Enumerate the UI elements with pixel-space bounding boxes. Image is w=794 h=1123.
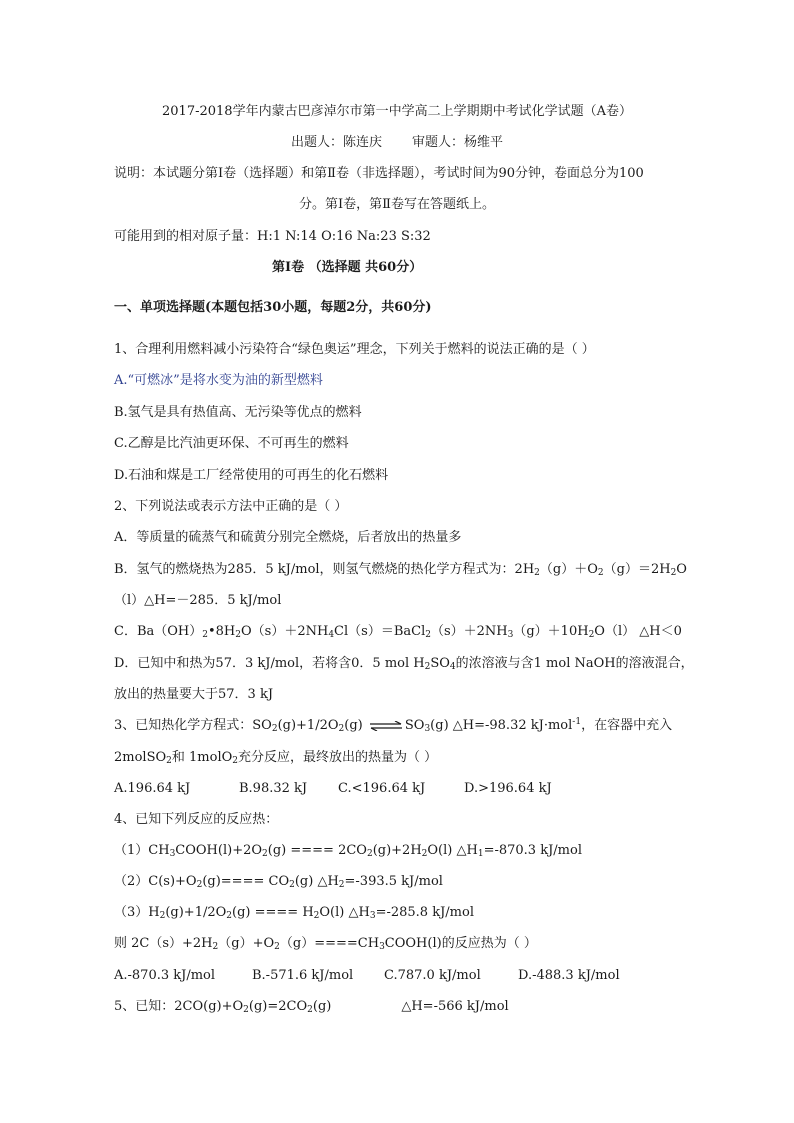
q3-options bbox=[114, 779, 552, 799]
q2-option-a: A．等质量的硫蒸气和硫黄分别完全燃烧，后者放出的热量多 bbox=[114, 530, 462, 545]
q4-reaction-3: $(3)H_2(g)+1/2O_2(g)$ ==== $H_2O(l)$ $\triangle H_3=-285.8$ kJ/mol bbox=[114, 905, 474, 921]
section1-header: 一、单项选择题(本题包括30小题，每题2分，共60分) bbox=[114, 300, 432, 315]
q4-stem: 4、已知下列反应的反应热： bbox=[114, 812, 279, 827]
equilibrium-arrow-icon bbox=[369, 721, 403, 731]
q3-stem-cont: 2molSO$_2$和 1molO$_2$充分反应，最终放出的热量为（ ） bbox=[114, 750, 438, 766]
q1-option-b: B.氢气是具有热值高、无污染等优点的燃料 bbox=[114, 405, 362, 420]
q1-option-d: D.石油和煤是工厂经常使用的可再生的化石燃料 bbox=[114, 468, 389, 483]
q4-reaction-2: $(2)C(s)+O_2(g)==== CO_2(g)$ $\triangle H_2=-393.5$ kJ/mol bbox=[114, 874, 443, 890]
q2-option-d-cont: 放出的热量要大于57．3 kJ bbox=[114, 687, 274, 702]
setter-name: 出题人：陈连庆 bbox=[290, 135, 382, 150]
q4-option-b: B.-571.6 kJ/mol bbox=[252, 968, 354, 983]
exam-title: 2017-2018学年内蒙古巴彦淖尔市第一中学高二上学期期中考试化学试题（A卷） bbox=[162, 104, 632, 119]
q4-options bbox=[114, 966, 620, 986]
q3-option-d: D.>196.64 kJ bbox=[464, 781, 552, 796]
instructions-line-1: 说明：本试题分第Ⅰ卷（选择题）和第Ⅱ卷（非选择题），考试时间为90分钟，卷面总分为100 bbox=[114, 166, 644, 181]
q4-reaction-1: $(1)CH_3COOH(l)+2O_2(g)$ ==== $2CO_2(g)+2H_2O(l)$ $\triangle H_1=-870.3$ kJ/mol bbox=[114, 843, 582, 859]
q2-option-b: B．氢气的燃烧热为285．5 kJ/mol，则氢气燃烧的热化学方程式为：$2H_2(g)+O_2(g)=2H_2O$ bbox=[114, 562, 687, 578]
atomic-masses: 可能用到的相对原子量：H:1 N:14 O:16 Na:23 S:32 bbox=[114, 229, 431, 244]
q4-option-d: D.-488.3 kJ/mol bbox=[518, 968, 620, 983]
q4-question: 则 $2C(s)+2H_2(g)+O_2(g)====CH_3COOH(l)$的反应热为（ ） bbox=[114, 936, 537, 952]
q1-option-c: C.乙醇是比汽油更环保、不可再生的燃料 bbox=[114, 436, 349, 451]
instructions-line-2: 分。第Ⅰ卷，第Ⅱ卷写在答题纸上。 bbox=[299, 197, 495, 212]
q1-stem: 1、合理利用燃料减小污染符合“绿色奥运”理念，下列关于燃料的说法正确的是（ ） bbox=[114, 342, 595, 357]
q4-option-c: C.787.0 kJ/mol bbox=[384, 968, 481, 983]
q3-option-c: C.<196.64 kJ bbox=[338, 781, 426, 796]
q1-option-a: A.“可燃冰”是将水变为油的新型燃料 bbox=[114, 373, 323, 388]
author-line bbox=[0, 133, 794, 153]
q2-option-b-cont: （l）△H=－285．5 kJ/mol bbox=[114, 593, 282, 608]
reviewer-name: 审题人：杨维平 bbox=[412, 135, 504, 150]
q3-option-a: A.196.64 kJ bbox=[114, 781, 191, 796]
q5-stem: 5、已知：$2CO(g)+O_2(g)=2CO_2(g)$ △H=-566 kJ/mol bbox=[114, 999, 509, 1015]
q4-option-a: A.-870.3 kJ/mol bbox=[114, 968, 216, 983]
q3-option-b: B.98.32 kJ bbox=[239, 781, 308, 796]
q2-option-d: D．已知中和热为57．3 kJ/mol，若将含0．5 mol $H_2SO_4$的浓溶液与含1 mol NaOH的溶液混合， bbox=[114, 656, 694, 672]
q2-stem: 2、下列说法或表示方法中正确的是（ ） bbox=[114, 499, 348, 514]
part1-header: 第Ⅰ卷 （选择题 共60分） bbox=[272, 260, 423, 275]
q3-stem: 3、已知热化学方程式：$SO_2(g)+1/2O_2(g)$ $SO_3(g)$ △H=-98.32 kJ·mol$^{-1}$，在容器中充入 bbox=[114, 717, 673, 734]
q2-option-c: C．$Ba(OH)_2•8H_2O(s)+2NH_4Cl(s)=BaCl_2(s)+2NH_3(g)+10H_2O(l)$ △H＜0 bbox=[114, 624, 682, 640]
